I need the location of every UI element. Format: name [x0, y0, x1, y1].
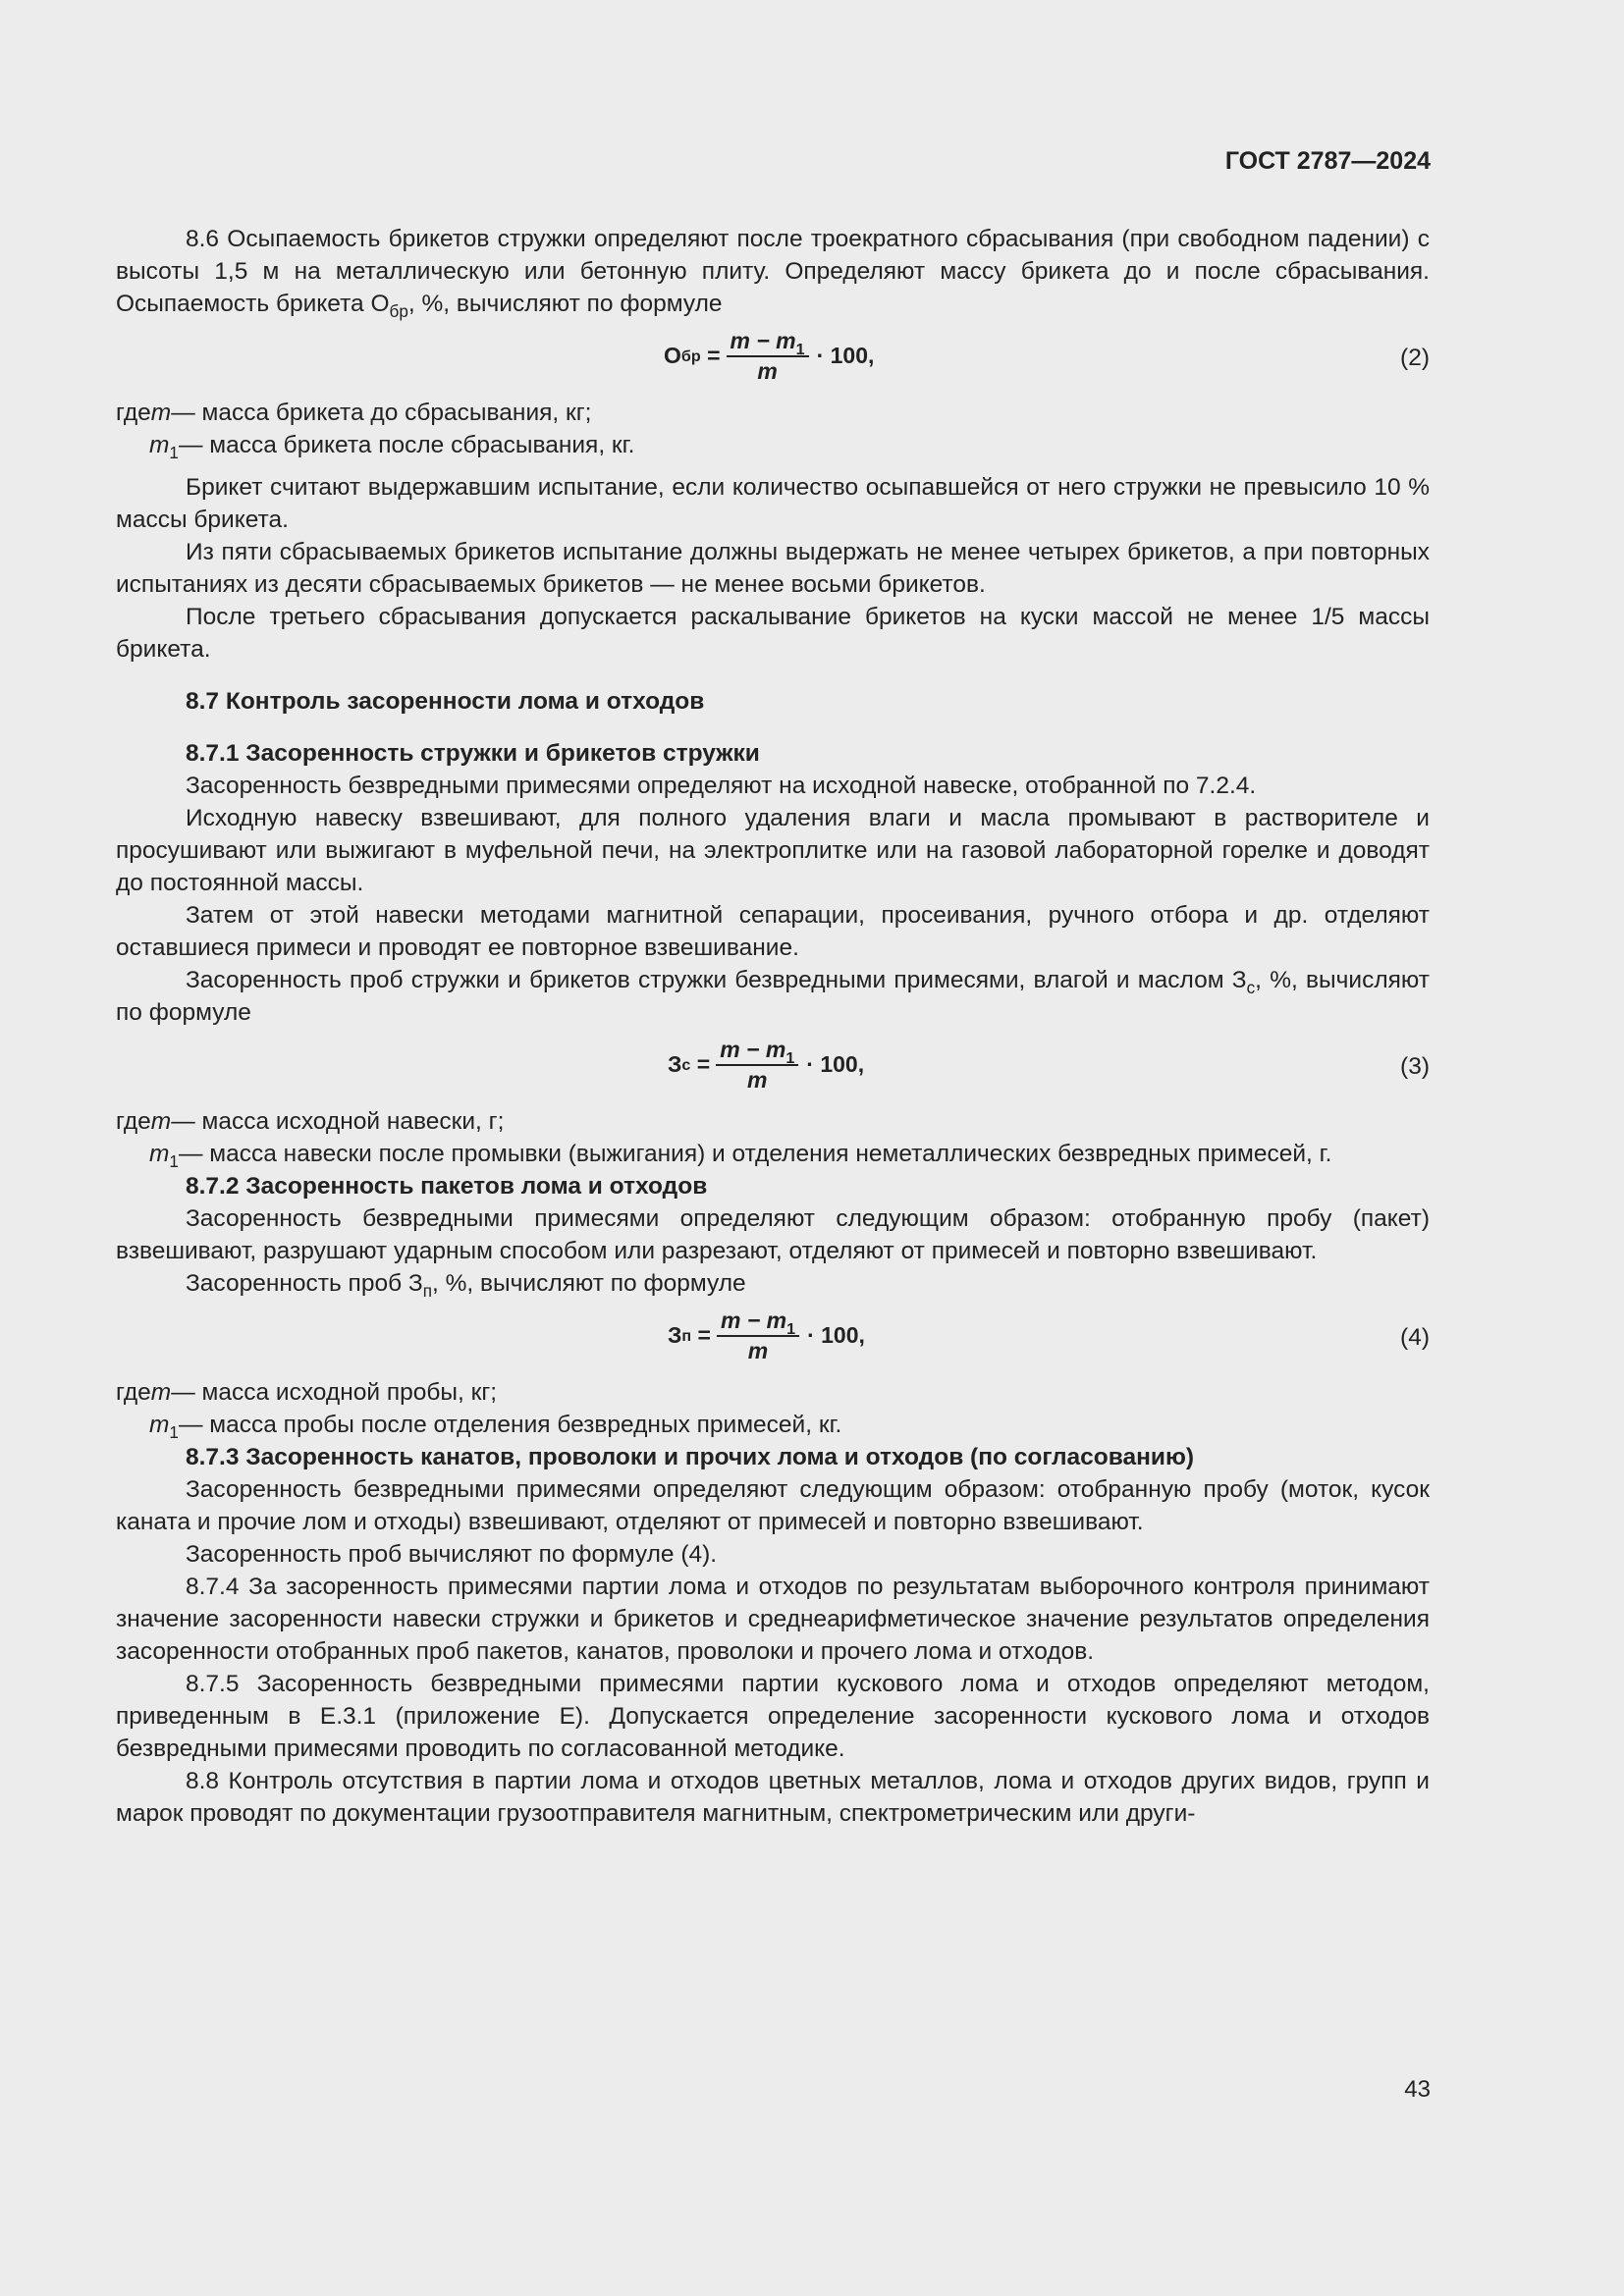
formula-3-fraction: $\frac{m - m_1}{m}$ [716, 1037, 798, 1093]
formula-4-number: (4) [1400, 1324, 1430, 1351]
formula-4-legend: где m — масса исходной пробы, кг; $m_1$ — масса пробы после отделения безвредных примесей, кг. [116, 1379, 842, 1442]
paragraph-8-6: 8.6 Осыпаемость брикетов стружки определяют после троекратного сбрасывания (при свободном падении) с высоты 1,5 м на металлическую или бетонную плиту. Определяют массу брикета до и после сбрасывания. Осыпаемость брикета $О_{бр}$, %, вычисляют по формуле [116, 226, 1430, 321]
paragraph-brick-2: Из пяти сбрасываемых брикетов испытание должны выдержать не менее четырех брикетов, а при повторных испытаниях из десяти сбрасываемых брикетов — не менее восьми брикетов. [116, 539, 1430, 598]
paragraph-872-b: Засоренность проб $З_п$, %, вычисляют по формуле [186, 1270, 746, 1301]
paragraph-8-8: 8.8 Контроль отсутствия в партии лома и отходов цветных металлов, лома и отходов других видов, групп и марок проводят по документации грузоотправителя магнитным, спектрометрическим или други- [116, 1768, 1430, 1827]
formula-2-legend: где m — масса брикета до сбрасывания, кг; $m_1$ — масса брикета после сбрасывания, кг. [116, 400, 635, 462]
paragraph-875: 8.7.5 Засоренность безвредными примесями партии кускового лома и отходов определяют методом, приведенным в Е.3.1 (приложение Е). Допускается определение засоренности кускового лома и отходов безвредными примесями проводить по согласованной методике. [116, 1671, 1430, 1762]
heading-8-7: 8.7 Контроль засоренности лома и отходов [186, 688, 705, 715]
paragraph-871-b: Исходную навеску взвешивают, для полного удаления влаги и масла промывают в растворителе и просушивают или выжигают в муфельной печи, на электроплитке или на газовой лабораторной горелке и доводят до постоянной массы. [116, 805, 1430, 896]
paragraph-871-c: Затем от этой навески методами магнитной сепарации, просеивания, ручного отбора и др. отделяют оставшиеся примеси и проводят ее повторное взвешивание. [116, 902, 1430, 961]
formula-3: З с = $\frac{m - m_1}{m}$ · 100, (3) [668, 1037, 1430, 1093]
formula-3-number: (3) [1400, 1053, 1430, 1080]
paragraph-873-b: Засоренность проб вычисляют по формуле (4). [186, 1541, 718, 1568]
heading-8-7-1: 8.7.1 Засоренность стружки и брикетов стружки [186, 740, 760, 767]
formula-4: З п = $\frac{m - m_1}{m}$ · 100, (4) [668, 1308, 1430, 1363]
document-body [116, 223, 1430, 1830]
paragraph-873-a: Засоренность безвредными примесями определяют следующим образом: отобранную пробу (моток, кусок каната и прочие лом и отходы) взвешивают, отделяют от примесей и повторно взвешивают. [116, 1476, 1430, 1535]
paragraph-brick-1: Брикет считают выдержавшим испытание, если количество осыпавшейся от него стружки не превысило 10 % массы брикета. [116, 474, 1430, 533]
formula-3-legend: где m — масса исходной навески, г; $m_1$ — масса навески после промывки (выжигания) и отделения неметаллических безвредных примесей, г. [116, 1108, 1332, 1171]
paragraph-871-d: Засоренность проб стружки и брикетов стружки безвредными примесями, влагой и маслом $З_с$, %, вычисляют по формуле [116, 967, 1430, 1026]
formula-2: О бр = $\frac{m - m_1}{m}$ · 100, (2) [664, 328, 1430, 384]
formula-4-fraction: $\frac{m - m_1}{m}$ [717, 1308, 799, 1363]
heading-8-7-2: 8.7.2 Засоренность пакетов лома и отходов [186, 1173, 708, 1200]
formula-2-fraction: $\frac{m - m_1}{m}$ [727, 328, 809, 384]
paragraph-872-a: Засоренность безвредными примесями определяют следующим образом: отобранную пробу (пакет) взвешивают, разрушают ударным способом или разрезают, отделяют от примесей и повторно взвешивают. [116, 1205, 1430, 1264]
paragraph-874: 8.7.4 За засоренность примесями партии лома и отходов по результатам выборочного контроля принимают значение засоренности навески стружки и брикетов и среднеарифметическое значение результатов определения засоренности отобранных проб пакетов, канатов, проволоки и прочего лома и отходов. [116, 1574, 1430, 1665]
formula-2-number: (2) [1400, 345, 1430, 371]
document-header: ГОСТ 2787—2024 [1224, 147, 1431, 175]
page-number: 43 [1404, 2076, 1431, 2103]
paragraph-871-a: Засоренность безвредными примесями определяют на исходной навеске, отобранной по 7.2.4. [186, 773, 1257, 799]
paragraph-brick-3: После третьего сбрасывания допускается раскалывание брикетов на куски массой не менее 1/5 массы брикета. [116, 604, 1430, 663]
heading-8-7-3: 8.7.3 Засоренность канатов, проволоки и прочих лома и отходов (по согласованию) [186, 1444, 1195, 1470]
